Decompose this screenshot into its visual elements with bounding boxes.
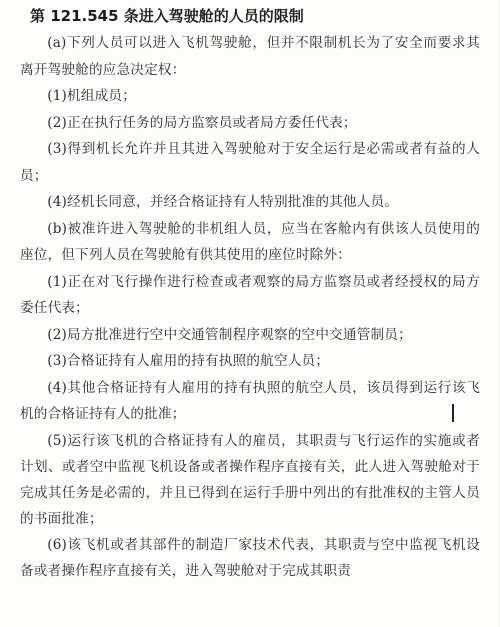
paragraph-a: (a)下列人员可以进入飞机驾驶舱，但并不限制机长为了安全而要求其离开驾驶舱的应急决定权： [20, 35, 480, 78]
paragraph-b6: (6)该飞机或者其部件的制造厂家技术代表，其职责与空中监视飞机设备或者操作程序直接有关，进入驾驶舱对于完成其职责 [20, 536, 480, 579]
paragraph-a3: (3)得到机长允许并且其进入驾驶舱对于安全运行是必需或者有益的人员； [20, 141, 480, 184]
paragraph-b1: (1)正在对飞行操作进行检查或者观察的局方监察员或者经授权的局方委任代表； [20, 273, 480, 316]
paragraph-b2: (2)局方批准进行空中交通管制程序观察的空中交通管制员； [47, 326, 412, 343]
paragraph-b4: (4)其他合格证持有人雇用的持有执照的航空人员，该员得到运行该飞机的合格证持有人的批准； [20, 379, 480, 422]
paragraph-a4: (4)经机长同意，并经合格证持有人特别批准的其他人员。 [47, 194, 399, 210]
paragraph-b5: (5)运行该飞机的合格证持有人的雇员，其职责与飞行运作的实施或者计划、或者空中监视飞机设备或者操作程序直接有关，此人进入驾驶舱对于完成其任务是必需的，并且已得到在运行手册中列出的有批准权的主管人员的书面批准； [20, 432, 480, 527]
section-heading: 第 121.545 条进入驾驶舱的人员的限制 [30, 7, 304, 25]
paragraph-b3: (3)合格证持有人雇用的持有执照的航空人员； [47, 353, 330, 369]
paragraph-a1: (1)机组成员； [47, 88, 137, 104]
paragraph-b: (b)被准许进入驾驶舱的非机组人员，应当在客舱内有供该人员使用的座位，但下列人员在驾驶舱有供其使用的座位时除外： [20, 220, 480, 263]
paragraph-a2: (2)正在执行任务的局方监察员或者局方委任代表； [47, 114, 357, 131]
text-cursor [452, 404, 454, 422]
